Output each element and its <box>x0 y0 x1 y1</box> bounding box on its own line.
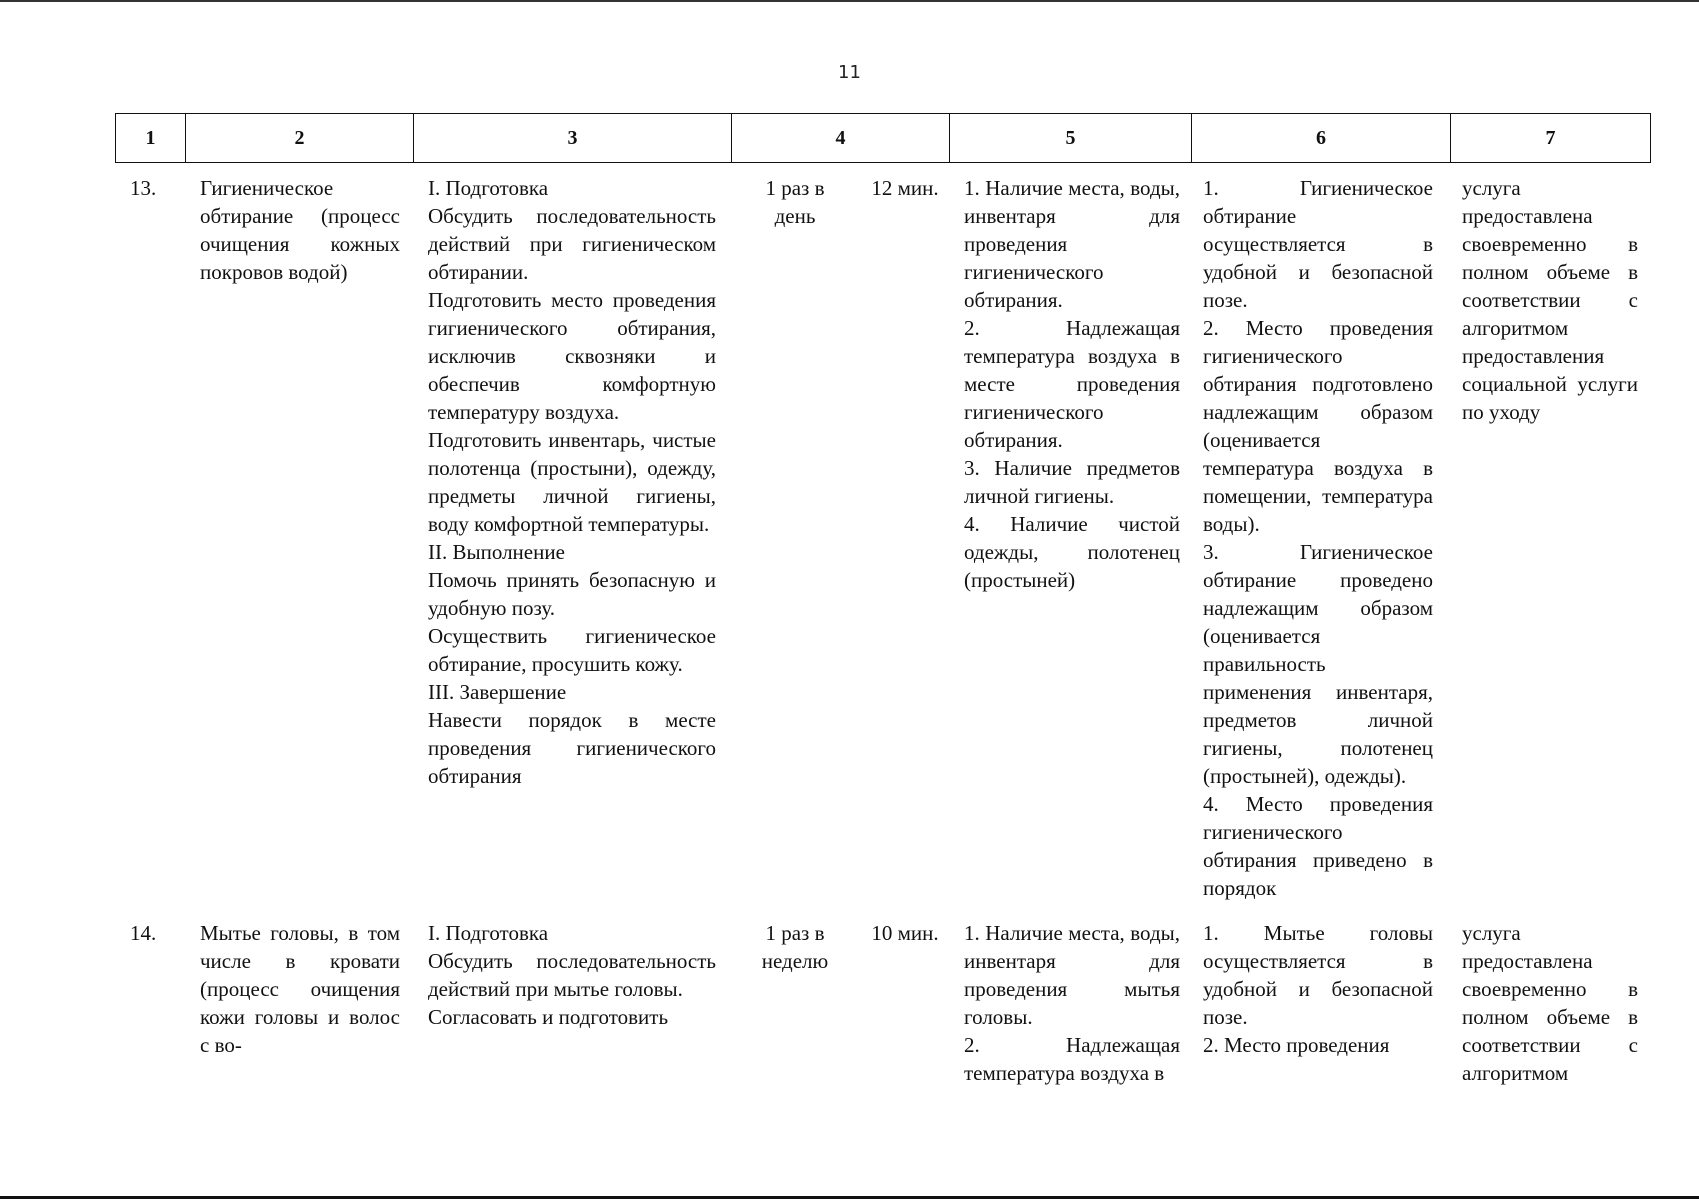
condition-item: 2. Надлежащая температура воздуха в <box>964 1033 1180 1085</box>
service-name: Гигиеническое обтирание (процесс очищения кожных покровов водой) <box>200 176 400 284</box>
condition-item: 3. Наличие предметов личной гигиены. <box>964 456 1180 508</box>
procedure-step: Помочь принять безопасную и удобную позу. <box>428 568 716 620</box>
procedure-list <box>428 174 716 790</box>
duration: 12 мин. <box>871 176 939 200</box>
header-col-7: 7 <box>1451 114 1651 163</box>
procedure-step: I. Подготовка <box>428 921 549 945</box>
table-row-14 <box>115 919 1650 1089</box>
quality-item: 4. Место проведения гигиенического обтирания приведено в порядок <box>1203 792 1433 900</box>
top-scan-edge <box>0 0 1699 2</box>
procedure-step: Осуществить гигиеническое обтирание, просушить кожу. <box>428 624 716 676</box>
conditions-list <box>964 174 1180 594</box>
service-result: услуга предоставлена своевременно в полном объеме в соответствии с алгоритмом <box>1462 921 1638 1085</box>
duration: 10 мин. <box>871 921 939 945</box>
header-col-4: 4 <box>732 114 950 163</box>
procedure-step: Обсудить последовательность действий при мытье головы. <box>428 949 716 1001</box>
table-row-13 <box>115 174 1650 904</box>
row-number: 14. <box>130 921 157 945</box>
procedure-step: Подготовить место проведения гигиенического обтирания, исключив сквозняки и обеспечив комфортную температуру воздуха. <box>428 288 716 424</box>
frequency: 1 раз в неделю <box>761 921 829 973</box>
procedure-step: I. Подготовка <box>428 176 549 200</box>
procedure-step: III. Завершение <box>428 680 567 704</box>
frequency: 1 раз в день <box>765 176 825 228</box>
condition-item: 2. Надлежащая температура воздуха в месте проведения гигиенического обтирания. <box>964 316 1180 452</box>
quality-item: 1. Гигиеническое обтирание осуществляется в удобной и безопасной позе. <box>1203 176 1433 312</box>
procedure-step: Подготовить инвентарь, чистые полотенца (простыни), одежду, предметы личной гигиены, воду комфортной температуры. <box>428 428 716 536</box>
procedure-step: Обсудить последовательность действий при гигиеническом обтирании. <box>428 204 716 284</box>
condition-item: 4. Наличие чистой одежды, полотенец (простыней) <box>964 512 1180 592</box>
column-number-header <box>115 113 1651 163</box>
row-number: 13. <box>130 176 157 200</box>
quality-criteria-list <box>1203 174 1433 902</box>
page-number: 11 <box>838 62 861 83</box>
condition-item: 1. Наличие места, воды, инвентаря для проведения мытья головы. <box>964 921 1180 1029</box>
header-col-6: 6 <box>1192 114 1451 163</box>
header-col-5: 5 <box>950 114 1192 163</box>
bottom-scan-edge <box>0 1196 1699 1199</box>
procedure-step: Навести порядок в месте проведения гигиенического обтирания <box>428 708 716 788</box>
service-result: услуга предоставлена своевременно в полном объеме в соответствии с алгоритмом предоставления социальной услуги по уходу <box>1462 176 1638 424</box>
service-name: Мытье головы, в том числе в кровати (процесс очищения кожи головы и волос с во- <box>200 921 400 1057</box>
procedure-list <box>428 919 716 1031</box>
quality-item: 2. Место проведения <box>1203 1033 1390 1057</box>
header-col-3: 3 <box>414 114 732 163</box>
quality-item: 2. Место проведения гигиенического обтирания подготовлено надлежащим образом (оценивается температура воздуха в помещении, температура воды). <box>1203 316 1433 536</box>
quality-item: 3. Гигиеническое обтирание проведено надлежащим образом (оценивается правильность применения инвентаря, предметов личной гигиены, полотенец (простыней), одежды). <box>1203 540 1433 788</box>
header-col-1: 1 <box>116 114 186 163</box>
header-col-2: 2 <box>186 114 414 163</box>
quality-item: 1. Мытье головы осуществляется в удобной и безопасной позе. <box>1203 921 1433 1029</box>
procedure-step: Согласовать и подготовить <box>428 1005 669 1029</box>
procedure-step: II. Выполнение <box>428 540 565 564</box>
conditions-list <box>964 919 1180 1087</box>
condition-item: 1. Наличие места, воды, инвентаря для проведения гигиенического обтирания. <box>964 176 1180 312</box>
quality-criteria-list <box>1203 919 1433 1059</box>
